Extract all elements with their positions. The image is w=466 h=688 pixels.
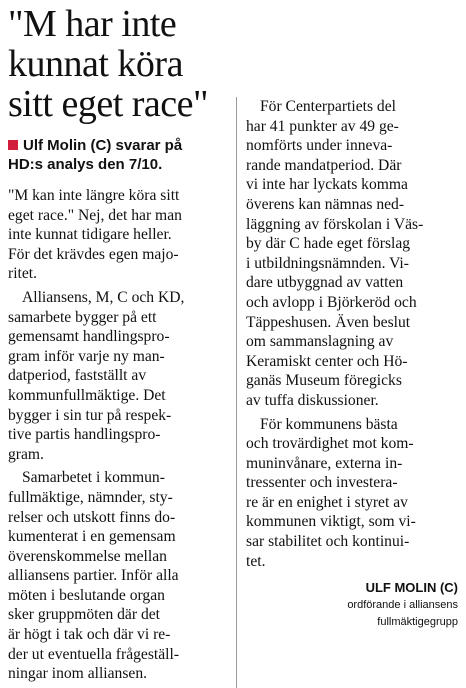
byline-line: Ulf Molin (C) svarar på [8,136,226,155]
text-line: alliansens partier. Inför alla [8,567,179,585]
text-line: gemensamt handlingspro- [8,328,170,346]
text-line: och trovärdighet mot kom- [246,435,414,453]
text-line: läggning av förskolan i Väs- [246,215,424,233]
text-line: gram. [8,445,44,463]
author-role-line: fullmäktigegrupp [377,616,458,629]
right-body-text [246,97,458,571]
text-line: by där C hade eget förslag [246,235,411,253]
author-role-line: ordförande i alliansens [347,599,458,612]
paragraph [8,468,226,684]
text-line: överens kan nämnas ned- [246,195,405,213]
text-line: re är en enighet i styret av [246,493,408,511]
text-line: är högt i tak och där vi re- [8,626,171,644]
author-name: ULF MOLIN (C) [365,580,458,596]
text-line: datperiod, fastställt av [8,367,147,385]
byline [8,136,226,174]
paragraph [8,288,226,464]
text-line: överenskommelse mellan [8,547,167,565]
text-line: vi inte har lyckats komma [246,176,408,194]
red-square-icon [8,140,18,150]
headline [8,4,226,124]
headline-line: sitt eget race" [8,83,209,125]
text-line: "M kan inte längre köra sitt [8,187,180,204]
text-line: muninvånare, externa in- [246,454,403,472]
text-line: nomförts under inneva- [246,137,393,155]
text-line: tive partis handlingspro- [8,426,161,444]
text-line: eget race." Nej, det har man [8,206,182,224]
text-line: Keramiskt center och Hö- [246,352,408,370]
text-line: inte kunnat tidigare heller. [8,226,172,244]
text-line: kumenterat i en gemensam [8,528,176,546]
text-line: kommunen viktigt, som vi- [246,513,416,531]
text-line: i utbildningsnämnden. Vi- [246,254,409,272]
text-line: om sammanslagning av [246,333,394,351]
text-line: tressenter och investera- [246,474,398,492]
right-column [246,97,458,631]
text-line: ningar inom alliansen. [8,665,148,683]
left-body-text [8,186,226,684]
text-line: kommunfullmäktige. Det [8,386,166,404]
text-line: ganäs Museum föregicks [246,372,402,390]
headline-line: "M har inte [8,3,177,45]
text-line: gram inför varje ny man- [8,347,165,365]
author-role [246,597,458,631]
text-line: bygger i sin tur på respek- [8,406,172,424]
text-line: rande mandatperiod. Där [246,156,402,174]
text-line: relser och utskott finns do- [8,508,176,526]
text-line: der ut eventuella frågeställ- [8,645,180,663]
text-line: dare utbyggnad av vatten [246,274,404,292]
text-line: och avlopp i Björkeröd och [246,293,417,311]
text-line: samarbete bygger på ett [8,308,157,326]
headline-line: kunnat köra [8,43,183,85]
text-line: Alliansens, M, C och KD, [22,288,185,306]
text-line: Täppeshusen. Även beslut [246,313,411,331]
byline-line: HD:s analys den 7/10. [8,156,163,173]
text-line: tet. [246,552,266,570]
left-column [8,0,226,684]
text-line: Samarbetet i kommun- [22,469,165,487]
text-line: möten i beslutande organ [8,586,165,604]
text-line: ritet. [8,265,38,283]
text-line: sar stabilitet och kontinui- [246,533,410,551]
text-line: av tuffa diskussioner. [246,391,379,409]
text-line: fullmäktige, nämnder, sty- [8,488,173,506]
text-line: har 41 punkter av 49 ge- [246,117,399,135]
paragraph [8,186,226,284]
text-line: För det krävdes egen majo- [8,245,179,263]
text-line: För Centerpartiets del [260,98,396,115]
text-line: sker gruppmöten där det [8,606,160,624]
text-line: För kommunens bästa [260,415,398,433]
column-divider [236,97,237,688]
paragraph [246,97,458,411]
signature [246,579,458,631]
paragraph [246,415,458,572]
